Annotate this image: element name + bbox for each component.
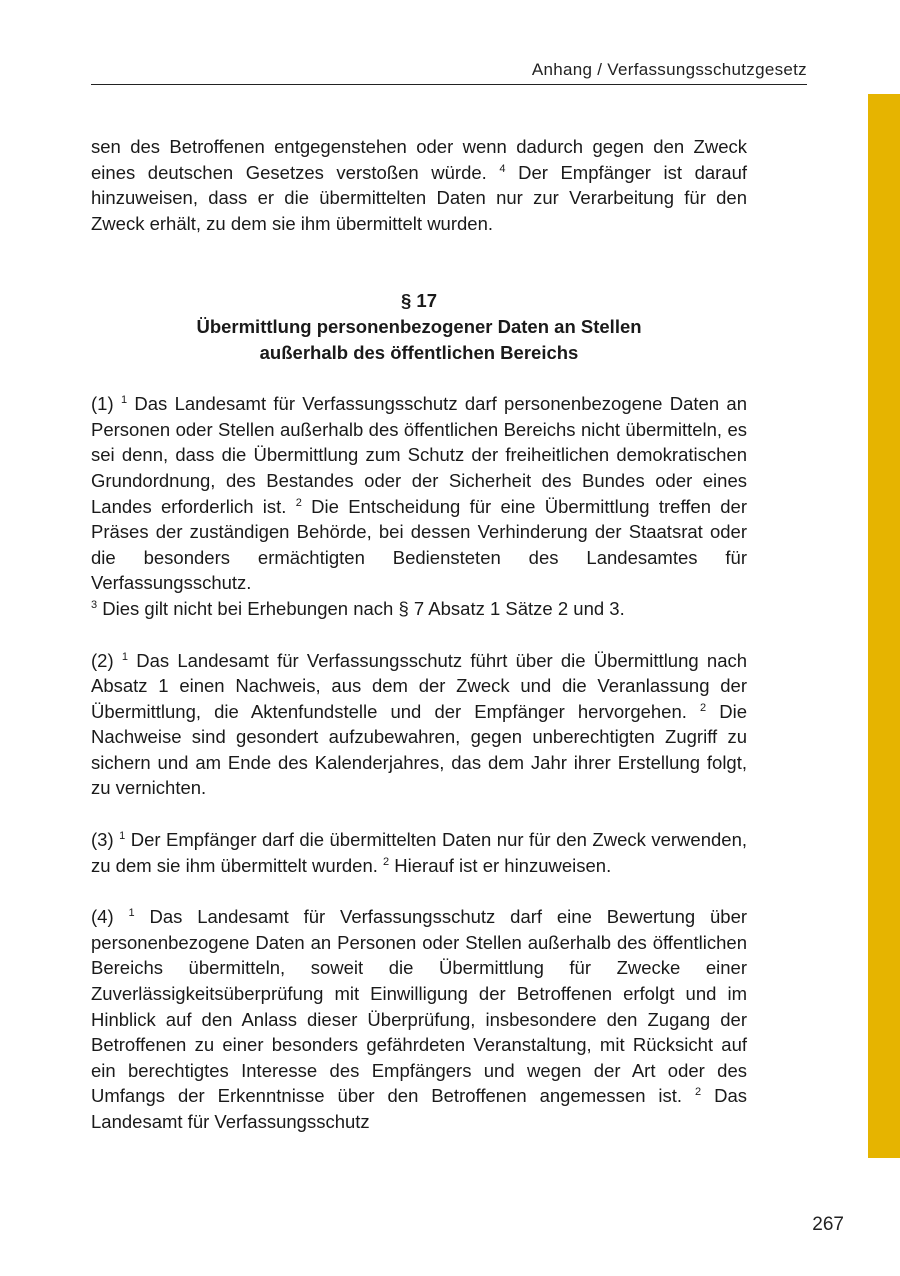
header-rule	[91, 84, 807, 85]
paragraph-4: (4) $^1$ Das Landesamt für Verfassungsschutz darf eine Bewertung über personenbezogene Daten an Personen oder Stellen außerhalb des öffentlichen Bereichs übermitteln, soweit die Übermittlung für Zwecke einer Zuverlässigkeitsüberprüfung mit Einwilligung der Betroffenen erfolgt und im Hinblick auf den Anlass dieser Überprüfung, insbesondere den Zugang der Betroffenen zu einer besonders gefährdeten Veranstaltung, mit Rücksicht auf ein berechtigtes Interesse des Empfängers und wegen der Art oder des Umfangs der Erkenntnisse über den Betroffenen angemessen ist. $^2$ Das Landesamt für Verfassungsschutz	[91, 906, 748, 1132]
section-heading	[91, 288, 747, 365]
sentence-number: 4	[499, 162, 506, 175]
sentence-number: 1	[128, 907, 135, 920]
intro-paragraph: sen des Betroffenen entgegenstehen oder wenn dadurch gegen den Zweck eines deutschen Gesetzes verstoßen würde. $^4$ Der Empfänger ist darauf hinzuweisen, dass er die übermittelten Daten nur zur Verarbeitung für den Zweck erhält, zu dem sie ihm übermittelt wurden.	[91, 136, 748, 234]
paragraph-1: (1) $^1$ Das Landesamt für Verfassungsschutz darf personenbezogene Daten an Personen oder Stellen außerhalb des öffentlichen Bereichs nicht übermitteln, es sei denn, dass die Übermittlung zum Schutz der freiheitlichen demokratischen Grundordnung, des Bestandes oder der Sicherheit des Bundes oder eines Landes erforderlich ist. $^2$ Die Entscheidung für eine Übermittlung treffen der Präses der zuständigen Behörde, bei dessen Verhinderung der Staatsrat oder die besonders ermächtigten Bediensteten des Landesamtes für Verfassungsschutz. $^3$ Dies gilt nicht bei Erhebungen nach § 7 Absatz 1 Sätze 2 und 3.	[91, 393, 748, 619]
sentence-number: 1	[120, 394, 128, 407]
sentence-number: 3	[91, 598, 98, 611]
sentence-number: 1	[121, 650, 128, 663]
sentence-number: 2	[700, 701, 707, 714]
sentence-number: 2	[295, 496, 302, 509]
sentence-number: 1	[119, 830, 126, 843]
sentence-number: 2	[695, 1086, 702, 1099]
paragraph-2: (2) $^1$ Das Landesamt für Verfassungsschutz führt über die Übermittlung nach Absatz 1 einen Nachweis, aus dem der Zweck und die Veranlassung der Übermittlung, die Aktenfundstelle und der Empfänger hervorgehen. $^2$ Die Nachweise sind gesondert aufzubewahren, gegen unberechtigten Zugriff zu sichern und am Ende des Kalenderjahres, das dem Jahr ihrer Erstellung folgt, zu vernichten.	[91, 649, 748, 799]
page-number: 267	[812, 1214, 844, 1235]
section-number: § 17	[400, 290, 437, 312]
running-head: Anhang / Verfassungsschutzgesetz	[531, 60, 807, 79]
paragraph-3: (3) $^1$ Der Empfänger darf die übermittelten Daten nur für den Zweck verwenden, zu dem sie ihm übermittelt wurden. $^2$ Hierauf ist er hinzuweisen.	[91, 829, 747, 876]
sentence-number: 2	[383, 855, 390, 868]
section-title-line2: außerhalb des öffentlichen Bereichs	[259, 341, 579, 363]
page-body	[91, 134, 747, 1135]
thumb-index-tab	[868, 94, 900, 1158]
section-title-line1: Übermittlung personenbezogener Daten an Stellen	[196, 315, 642, 337]
